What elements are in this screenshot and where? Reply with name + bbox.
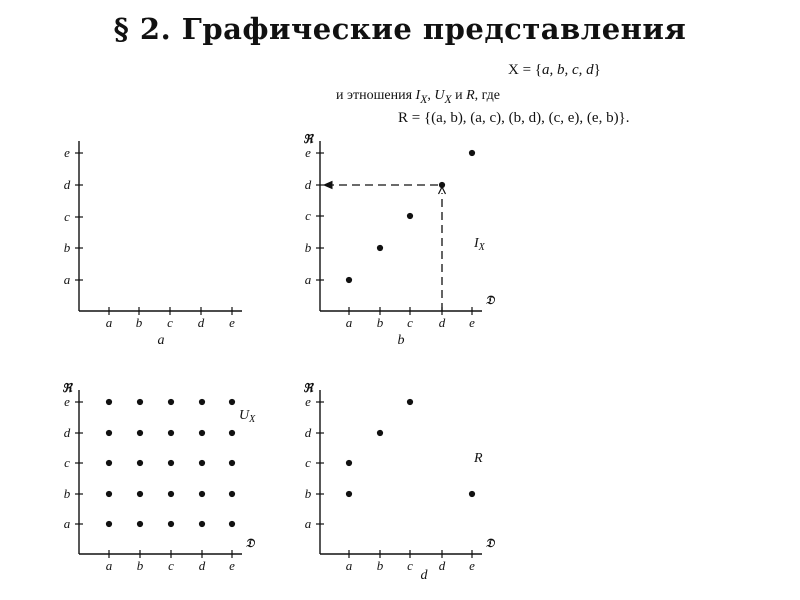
graph-3-x-tick-label-e: e <box>229 558 235 573</box>
graph-3-y-tick-label-a: a <box>63 516 71 531</box>
graph-2-point-d-d <box>439 182 445 188</box>
graph-1-y-tick-label-c: c <box>64 209 70 224</box>
graph-2-projection-horizontal-arrow <box>324 182 332 189</box>
graph-3-point-d-c <box>199 460 205 466</box>
graph-4-y-tick-label-d: d <box>304 425 312 440</box>
graph-4-y-tick-label-b: b <box>304 486 312 501</box>
graph-3-point-e-e <box>229 399 235 405</box>
graph-3-point-b-c <box>137 460 143 466</box>
graph-3-point-b-b <box>137 491 143 497</box>
graph-1-x-tick-label-b: b <box>135 315 143 330</box>
graph-2-y-tick-label-a: a <box>304 272 312 287</box>
section-heading: § 2. Графические представления <box>113 12 687 46</box>
graph-3-point-d-d <box>199 430 205 436</box>
graph-1-x-tick-label-a: a <box>105 315 113 330</box>
graph-3-relation-label: $U_X$ <box>239 408 256 425</box>
graph-2-x-tick-label-c: c <box>407 315 413 330</box>
graph-4-point-c-e <box>407 399 413 405</box>
graph-3-point-c-d <box>168 430 174 436</box>
graph-2-y-tick-label-c: c <box>305 208 311 223</box>
graph-3-point-b-e <box>137 399 143 405</box>
graph-1-y-tick-label-a: a <box>63 272 71 287</box>
graph-3-point-a-a <box>106 521 112 527</box>
formula-set-x-elements: a, b, c, d <box>542 62 594 78</box>
graph-2-point-c-c <box>407 213 413 219</box>
graph-2-y-tick-label-b: b <box>304 240 312 255</box>
graph-3-x-tick-label-b: b <box>136 558 144 573</box>
relations-comma: , <box>427 88 435 103</box>
graph-2-y-tick-label-e: e <box>305 145 311 160</box>
graph-3-point-d-b <box>199 491 205 497</box>
graph-4-x-tick-label-e: e <box>469 558 475 573</box>
graph-4-y-axis-name: ℜ <box>303 381 313 395</box>
graph-1-y-tick-label-b: b <box>63 240 71 255</box>
graph-3-point-a-e <box>106 399 112 405</box>
graph-3-point-b-a <box>137 521 143 527</box>
graph-3-point-e-d <box>229 430 235 436</box>
graph-1-x-tick-label-c: c <box>167 315 173 330</box>
graph-2-x-tick-label-d: d <box>438 315 446 330</box>
graph-2-point-b-b <box>377 245 383 251</box>
graph-3-point-c-c <box>168 460 174 466</box>
graph-2-x-tick-label-b: b <box>376 315 384 330</box>
relations-text-before: и этношения <box>336 88 416 103</box>
formula-relation-r: R = {(a, b), (a, c), (b, d), (c, e), (e, b)}. <box>398 110 630 126</box>
graph-3-point-e-a <box>229 521 235 527</box>
graph-4-point-a-c <box>346 460 352 466</box>
graph-3-point-d-e <box>199 399 205 405</box>
graph-3-y-tick-label-e: e <box>64 394 70 409</box>
graph-2-relation-label-subscript: X <box>478 242 485 253</box>
graph-3-point-c-e <box>168 399 174 405</box>
graph-4-point-b-d <box>377 430 383 436</box>
graph-3-y-axis-name: ℜ <box>62 381 72 395</box>
graph-1-x-tick-label-d: d <box>197 315 205 330</box>
graph-2-point-e-e <box>469 150 475 156</box>
graph-4-relation-label: R <box>474 451 483 466</box>
graph-3-point-d-a <box>199 521 205 527</box>
graph-1-y-tick-label-e: e <box>64 145 70 160</box>
graph-3-y-tick-label-c: c <box>64 455 70 470</box>
graph-4-y-tick-label-a: a <box>304 516 312 531</box>
graph-4-point-e-b <box>469 491 475 497</box>
relation-ux-subscript: X <box>444 92 452 106</box>
graph-1-x-tick-label-e: e <box>229 315 235 330</box>
relations-and: и <box>451 88 467 103</box>
graph-2-x-tick-label-e: e <box>469 315 475 330</box>
graph-3-y-tick-label-d: d <box>63 425 71 440</box>
relation-ix-symbol: I <box>415 88 421 103</box>
graph-2-x-axis-name: 𝔇 <box>485 293 495 307</box>
relations-text-after: , где <box>474 88 501 103</box>
graph-3-x-tick-label-d: d <box>198 558 206 573</box>
graph-2-x-tick-label-a: a <box>345 315 353 330</box>
graph-2-y-axis-name: ℜ <box>303 132 313 146</box>
graph-3-point-a-b <box>106 491 112 497</box>
relation-ux-symbol: U <box>434 88 445 103</box>
graph-4-x-tick-label-d: d <box>438 558 446 573</box>
graph-2-y-tick-label-d: d <box>304 177 312 192</box>
graph-3-point-a-c <box>106 460 112 466</box>
graph-3-relation-label-subscript: X <box>249 414 256 425</box>
graph-3-x-tick-label-c: c <box>168 558 174 573</box>
graph-3-point-c-b <box>168 491 174 497</box>
formula-set-x-suffix: } <box>593 62 601 78</box>
graph-1-y-tick-label-d: d <box>63 177 71 192</box>
graph-4-x-tick-label-c: c <box>407 558 413 573</box>
relation-ix-subscript: X <box>420 92 428 106</box>
graph-3-point-c-a <box>168 521 174 527</box>
graph-4-x-tick-label-a: a <box>345 558 353 573</box>
graph-3-point-e-c <box>229 460 235 466</box>
graph-3-point-e-b <box>229 491 235 497</box>
graph-3-x-axis-name: 𝔇 <box>245 536 255 550</box>
graph-2-caption: b <box>397 333 405 348</box>
graph-2-relation-label: $I_X$ <box>474 236 485 253</box>
graph-4-x-axis-name: 𝔇 <box>485 536 495 550</box>
relation-r-symbol: R <box>466 88 475 103</box>
graph-3-point-b-d <box>137 430 143 436</box>
graph-3-x-tick-label-a: a <box>105 558 113 573</box>
graph-4-x-tick-label-b: b <box>376 558 384 573</box>
graph-2-point-a-a <box>346 277 352 283</box>
graph-4-point-a-b <box>346 491 352 497</box>
graph-3-point-a-d <box>106 430 112 436</box>
graph-4-y-tick-label-c: c <box>305 455 311 470</box>
graph-4-caption: d <box>420 568 428 583</box>
graph-1-caption: a <box>157 333 165 348</box>
graph-3-y-tick-label-b: b <box>63 486 71 501</box>
formula-set-x-prefix: X = { <box>508 62 542 78</box>
graph-4-y-tick-label-e: e <box>305 394 311 409</box>
